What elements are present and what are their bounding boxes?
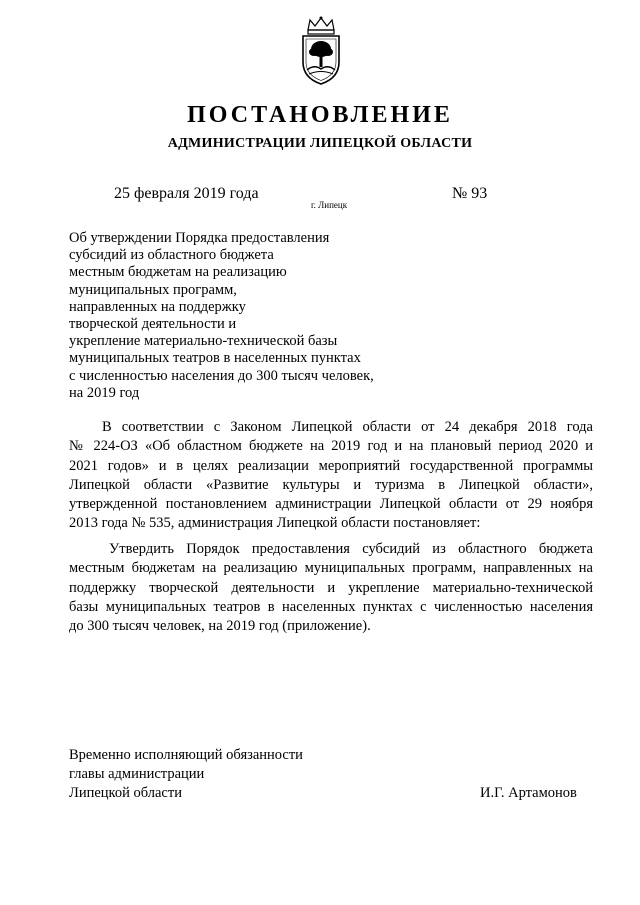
coat-of-arms-icon bbox=[296, 16, 346, 86]
signatory-position-line: главы администрации bbox=[69, 766, 205, 782]
issuing-authority: АДМИНИСТРАЦИИ ЛИПЕЦКОЙ ОБЛАСТИ bbox=[167, 136, 473, 151]
document-subject bbox=[69, 230, 429, 402]
subject-line: с численностью населения до 300 тысяч человек, bbox=[69, 367, 374, 384]
preamble-paragraph bbox=[69, 418, 593, 534]
subject-line: творческой деятельности и bbox=[69, 316, 237, 333]
paragraph-line: Утвердить Порядок предоставления субсидий из областного бюджета bbox=[109, 541, 593, 557]
document-number: № 93 bbox=[452, 185, 488, 202]
paragraph-line: поддержку творческой деятельности и укрепление материально-технической bbox=[69, 579, 593, 596]
signatory-position bbox=[69, 746, 303, 803]
subject-line: субсидий из областного бюджета bbox=[69, 247, 274, 264]
subject-line: Об утверждении Порядка предоставления bbox=[69, 230, 330, 246]
subject-line: местным бюджетам на реализацию bbox=[69, 264, 287, 281]
paragraph-line: базы муниципальных театров в населенных пунктах с численностью населения bbox=[69, 598, 593, 615]
paragraph-line: местным бюджетам на реализацию муниципальных программ, направленных на bbox=[69, 560, 593, 577]
subject-line: муниципальных программ, bbox=[69, 281, 237, 298]
paragraph-line: В соответствии с Законом Липецкой области от 24 декабря 2018 года bbox=[102, 419, 593, 435]
paragraph-line: Липецкой области «Развитие культуры и туризма в Липецкой области», bbox=[69, 476, 593, 493]
paragraph-line: № 224-ОЗ «Об областном бюджете на 2019 год и на плановый период 2020 и bbox=[69, 438, 593, 455]
signatory-position-line: Липецкой области bbox=[69, 785, 182, 801]
paragraph-line: 2021 годов» и в целях реализации мероприятий государственной программы bbox=[69, 457, 593, 474]
document-place: г. Липецк bbox=[311, 200, 348, 210]
document-date: 25 февраля 2019 года bbox=[114, 185, 259, 202]
signatory-position-line: Временно исполняющий обязанности bbox=[69, 747, 303, 763]
signatory-name: И.Г. Артамонов bbox=[480, 785, 577, 801]
subject-line: на 2019 год bbox=[69, 384, 140, 401]
document-title: ПОСТАНОВЛЕНИЕ bbox=[187, 102, 453, 128]
paragraph-line: 2013 года № 535, администрация Липецкой области постановляет: bbox=[69, 515, 481, 532]
subject-line: направленных на поддержку bbox=[69, 298, 246, 315]
paragraph-line: до 300 тысяч человек, на 2019 год (приложение). bbox=[69, 618, 371, 635]
paragraph-line: утвержденной постановлением администрации Липецкой области от 29 ноября bbox=[69, 496, 593, 513]
resolution-paragraph bbox=[69, 540, 593, 636]
subject-line: муниципальных театров в населенных пунктах bbox=[69, 350, 361, 367]
subject-line: укрепление материально-технической базы bbox=[69, 333, 338, 350]
